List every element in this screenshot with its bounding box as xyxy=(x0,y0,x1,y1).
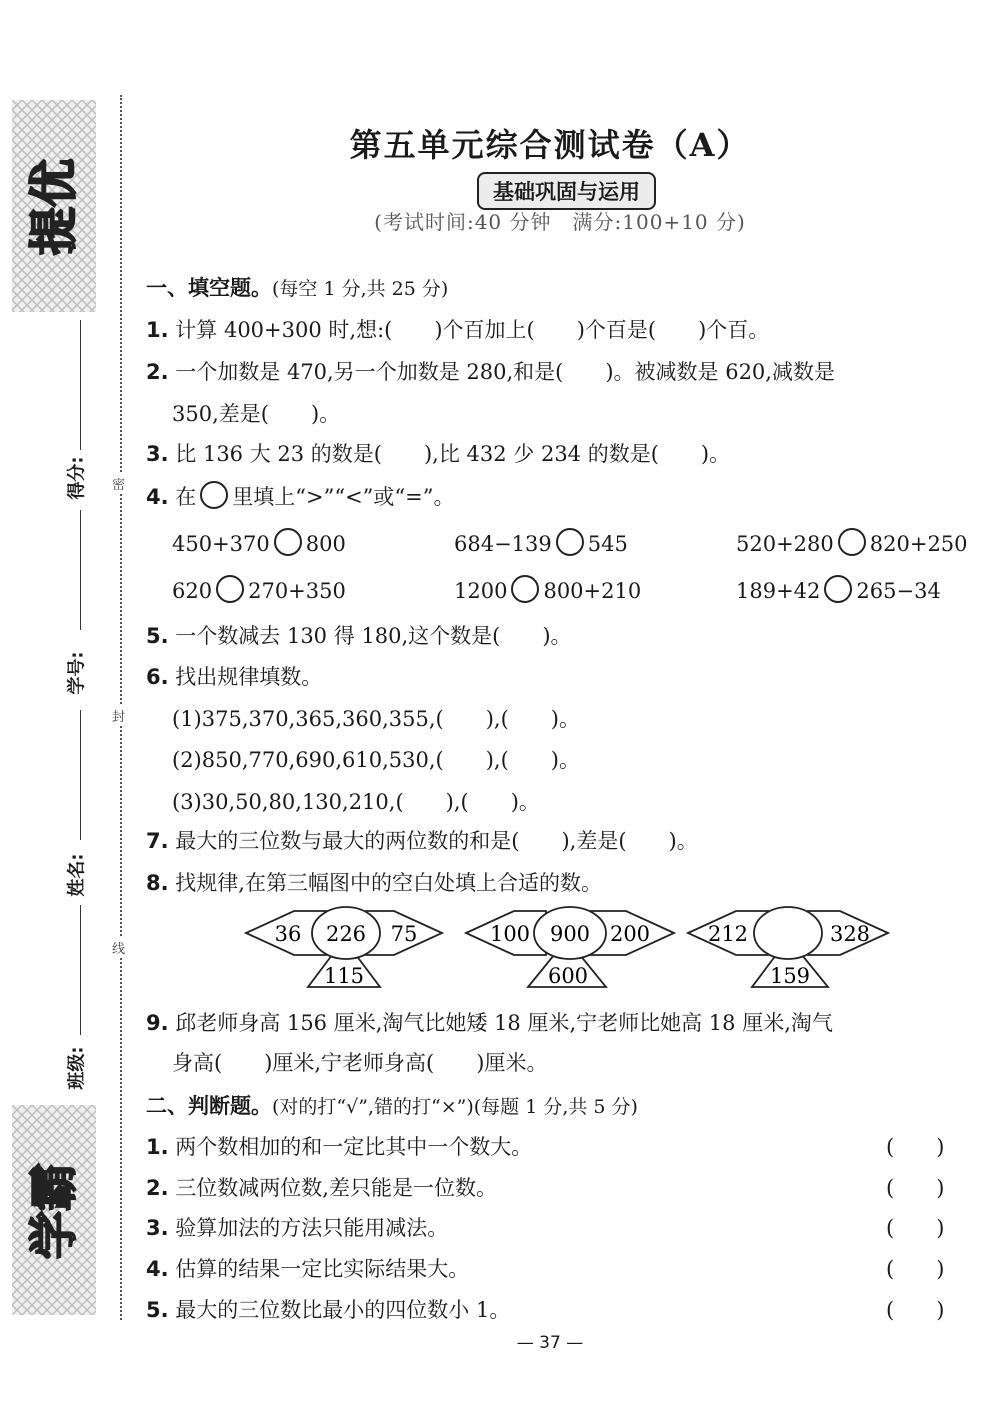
compare-circle-icon[interactable] xyxy=(511,575,539,603)
score-label: 得分: xyxy=(66,456,88,500)
figure-3-bottom: 159 xyxy=(769,964,811,988)
question-2-cont: 350,差是( )。 xyxy=(172,402,341,426)
compare-item: 189+42 265−34 xyxy=(736,575,941,603)
question-1: 1. 计算 400+300 时,想:( )个百加上( )个百是( )个百。 xyxy=(146,318,770,342)
question-4: 4. 在 里填上“>”“<”或“=”。 xyxy=(146,481,454,511)
compare-item: 684−139 545 xyxy=(454,528,628,556)
judge-item: 4. 估算的结果一定比实际结果大。 xyxy=(146,1257,470,1281)
seal-mi: 密 xyxy=(112,474,125,493)
name-rule xyxy=(80,710,81,840)
answer-bracket[interactable]: ( ) xyxy=(886,1216,945,1240)
judge-item: 3. 验算加法的方法只能用减法。 xyxy=(146,1216,449,1240)
question-6-2: (2)850,770,690,610,530,( ),( )。 xyxy=(172,748,580,772)
compare-item: 620 270+350 xyxy=(172,575,346,603)
figure-1 xyxy=(246,907,442,988)
compare-circle-icon xyxy=(200,481,228,509)
brand-top-text: 提优 xyxy=(26,159,82,256)
compare-circle-icon[interactable] xyxy=(216,575,244,603)
figure-2-center: 900 xyxy=(549,922,591,946)
compare-circle-icon[interactable] xyxy=(274,528,302,556)
compare-circle-icon[interactable] xyxy=(824,575,852,603)
class-rule xyxy=(80,905,81,1035)
question-7: 7. 最大的三位数与最大的两位数的和是( ),差是( )。 xyxy=(146,829,698,853)
judge-item: 1. 两个数相加的和一定比其中一个数大。 xyxy=(146,1135,533,1159)
section1-heading: 一、填空题。(每空 1 分,共 25 分) xyxy=(146,276,449,300)
question-9: 9. 邱老师身高 156 厘米,淘气比她矮 18 厘米,宁老师比她高 18 厘米,淘气 xyxy=(146,1011,833,1035)
brand-bottom-text: 学霸 xyxy=(26,1163,82,1260)
figure-3 xyxy=(688,907,888,988)
page-title: 第五单元综合测试卷（A） xyxy=(349,126,751,164)
figure-3-left: 212 xyxy=(707,922,749,946)
figure-2-bottom: 600 xyxy=(547,964,589,988)
figure-3-right: 328 xyxy=(829,922,871,946)
judge-item: 5. 最大的三位数比最小的四位数小 1。 xyxy=(146,1298,511,1322)
pattern-figures xyxy=(240,905,900,995)
question-6: 6. 找出规律填数。 xyxy=(146,665,323,689)
seal-feng: 封 xyxy=(112,706,125,725)
figure-1-right: 75 xyxy=(390,922,418,946)
question-5: 5. 一个数减去 130 得 180,这个数是( )。 xyxy=(146,624,572,648)
question-2: 2. 一个加数是 470,另一个加数是 280,和是( )。被减数是 620,减数是 xyxy=(146,360,835,384)
compare-item: 520+280 820+250 xyxy=(736,528,968,556)
compare-circle-icon[interactable] xyxy=(838,528,866,556)
student-id-label: 学号: xyxy=(66,651,88,695)
id-rule xyxy=(80,510,81,630)
answer-bracket[interactable]: ( ) xyxy=(886,1298,945,1322)
name-label: 姓名: xyxy=(66,853,88,897)
figure-2-left: 100 xyxy=(489,922,531,946)
question-8: 8. 找规律,在第三幅图中的空白处填上合适的数。 xyxy=(146,871,602,895)
subtitle-badge: 基础巩固与运用 xyxy=(477,172,656,210)
compare-item: 1200 800+210 xyxy=(454,575,641,603)
answer-bracket[interactable]: ( ) xyxy=(886,1176,945,1200)
figure-1-center: 226 xyxy=(325,922,367,946)
judge-item: 2. 三位数减两位数,差只能是一位数。 xyxy=(146,1176,497,1200)
figure-1-left: 36 xyxy=(274,922,302,946)
question-6-3: (3)30,50,80,130,210,( ),( )。 xyxy=(172,790,540,814)
answer-bracket[interactable]: ( ) xyxy=(886,1135,945,1159)
score-rule xyxy=(80,320,81,450)
section2-heading: 二、判断题。(对的打“√”,错的打“×”)(每题 1 分,共 5 分) xyxy=(146,1094,638,1118)
figure-1-bottom: 115 xyxy=(323,964,365,988)
answer-bracket[interactable]: ( ) xyxy=(886,1257,945,1281)
page-number: — 37 — xyxy=(516,1333,584,1353)
question-9-cont: 身高( )厘米,宁老师身高( )厘米。 xyxy=(172,1051,548,1075)
exam-info: (考试时间:40 分钟 满分:100+10 分) xyxy=(374,210,746,234)
question-3: 3. 比 136 大 23 的数是( ),比 432 少 234 的数是( )。 xyxy=(146,442,731,466)
class-label: 班级: xyxy=(66,1046,88,1090)
figure-2-right: 200 xyxy=(609,922,651,946)
figure-2 xyxy=(466,907,674,988)
compare-circle-icon[interactable] xyxy=(556,528,584,556)
question-6-1: (1)375,370,365,360,355,( ),( )。 xyxy=(172,707,580,731)
compare-item: 450+370 800 xyxy=(172,528,346,556)
seal-xian: 线 xyxy=(112,938,125,957)
